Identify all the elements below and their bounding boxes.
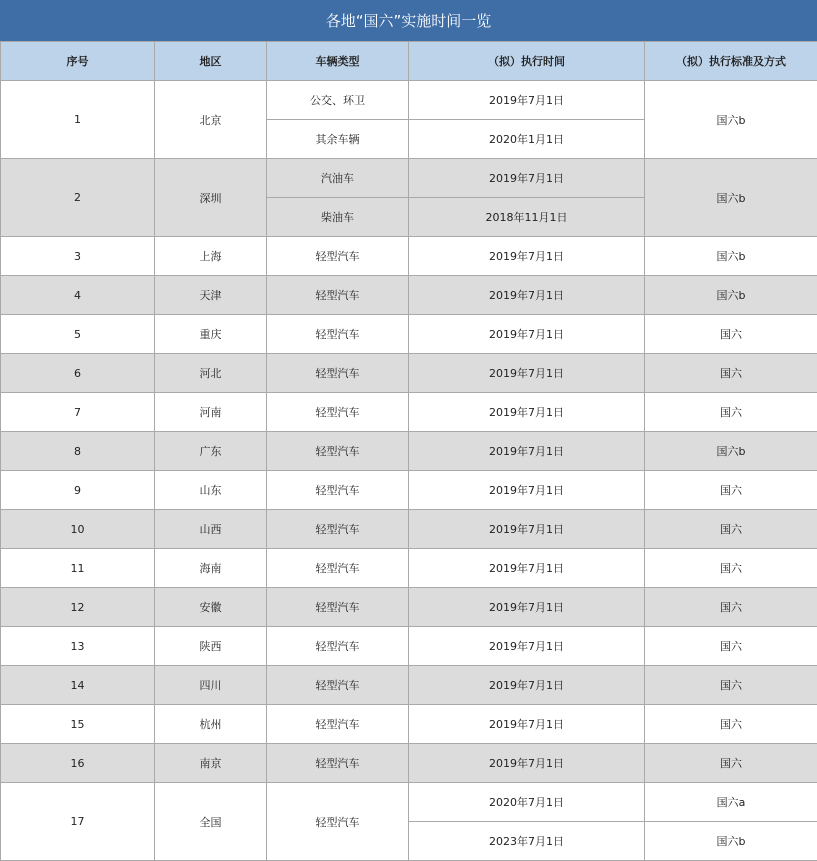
cell-region: 广东	[155, 432, 267, 471]
cell-vehicle-type: 轻型汽车	[267, 432, 409, 471]
cell-vehicle-type: 轻型汽车	[267, 705, 409, 744]
cell-date: 2019年7月1日	[409, 549, 645, 588]
cell-vehicle-type: 轻型汽车	[267, 510, 409, 549]
cell-standard: 国六	[645, 549, 817, 588]
cell-date: 2019年7月1日	[409, 471, 645, 510]
table-title: 各地“国六”实施时间一览	[0, 0, 817, 41]
cell-no: 4	[1, 276, 155, 315]
table-row	[1, 783, 817, 822]
cell-standard: 国六	[645, 627, 817, 666]
header-row	[1, 42, 817, 81]
cell-region: 北京	[155, 81, 267, 159]
cell-date: 2019年7月1日	[409, 393, 645, 432]
cell-vehicle-type: 轻型汽车	[267, 627, 409, 666]
cell-vehicle-type: 轻型汽车	[267, 315, 409, 354]
cell-region: 深圳	[155, 159, 267, 237]
cell-standard: 国六a	[645, 783, 817, 822]
cell-no: 13	[1, 627, 155, 666]
cell-region: 山东	[155, 471, 267, 510]
cell-date: 2020年1月1日	[409, 120, 645, 159]
table-row	[1, 159, 817, 198]
cell-region: 河北	[155, 354, 267, 393]
cell-date: 2019年7月1日	[409, 588, 645, 627]
cell-region: 天津	[155, 276, 267, 315]
cell-date: 2019年7月1日	[409, 666, 645, 705]
cell-standard: 国六b	[645, 276, 817, 315]
cell-region: 上海	[155, 237, 267, 276]
cell-standard: 国六	[645, 315, 817, 354]
cell-date: 2019年7月1日	[409, 159, 645, 198]
cell-standard: 国六b	[645, 822, 817, 861]
cell-no: 17	[1, 783, 155, 861]
cell-standard: 国六b	[645, 81, 817, 159]
cell-vehicle-type: 轻型汽车	[267, 549, 409, 588]
cell-date: 2019年7月1日	[409, 510, 645, 549]
cell-vehicle-type: 轻型汽车	[267, 276, 409, 315]
table-row	[1, 315, 817, 354]
cell-date: 2019年7月1日	[409, 354, 645, 393]
cell-region: 山西	[155, 510, 267, 549]
cell-standard: 国六b	[645, 237, 817, 276]
cell-no: 6	[1, 354, 155, 393]
cell-date: 2018年11月1日	[409, 198, 645, 237]
cell-vehicle-type: 轻型汽车	[267, 783, 409, 861]
cell-no: 2	[1, 159, 155, 237]
cell-no: 16	[1, 744, 155, 783]
header-no: 序号	[1, 42, 155, 81]
cell-region: 杭州	[155, 705, 267, 744]
cell-no: 3	[1, 237, 155, 276]
cell-standard: 国六	[645, 393, 817, 432]
cell-date: 2019年7月1日	[409, 276, 645, 315]
cell-date: 2020年7月1日	[409, 783, 645, 822]
cell-no: 10	[1, 510, 155, 549]
cell-vehicle-type: 汽油车	[267, 159, 409, 198]
table-row	[1, 432, 817, 471]
cell-standard: 国六	[645, 588, 817, 627]
cell-vehicle-type: 轻型汽车	[267, 744, 409, 783]
cell-standard: 国六	[645, 705, 817, 744]
cell-date: 2019年7月1日	[409, 627, 645, 666]
cell-vehicle-type: 轻型汽车	[267, 237, 409, 276]
cell-standard: 国六	[645, 744, 817, 783]
cell-standard: 国六b	[645, 432, 817, 471]
cell-vehicle-type: 轻型汽车	[267, 588, 409, 627]
cell-no: 1	[1, 81, 155, 159]
cell-region: 重庆	[155, 315, 267, 354]
table-row	[1, 549, 817, 588]
cell-vehicle-type: 公交、环卫	[267, 81, 409, 120]
implementation-table	[0, 41, 817, 861]
cell-region: 四川	[155, 666, 267, 705]
table-row	[1, 666, 817, 705]
header-vehicle-type: 车辆类型	[267, 42, 409, 81]
cell-no: 5	[1, 315, 155, 354]
cell-region: 全国	[155, 783, 267, 861]
cell-region: 安徽	[155, 588, 267, 627]
cell-standard: 国六	[645, 471, 817, 510]
table-row	[1, 588, 817, 627]
cell-date: 2019年7月1日	[409, 315, 645, 354]
cell-no: 15	[1, 705, 155, 744]
header-region: 地区	[155, 42, 267, 81]
cell-region: 河南	[155, 393, 267, 432]
table-row	[1, 627, 817, 666]
cell-date: 2019年7月1日	[409, 744, 645, 783]
cell-no: 8	[1, 432, 155, 471]
cell-no: 9	[1, 471, 155, 510]
cell-no: 12	[1, 588, 155, 627]
cell-standard: 国六	[645, 354, 817, 393]
cell-vehicle-type: 轻型汽车	[267, 471, 409, 510]
cell-date: 2019年7月1日	[409, 705, 645, 744]
cell-no: 14	[1, 666, 155, 705]
table-row	[1, 705, 817, 744]
table-row	[1, 393, 817, 432]
table-row	[1, 510, 817, 549]
table-row	[1, 471, 817, 510]
cell-standard: 国六	[645, 510, 817, 549]
cell-date: 2019年7月1日	[409, 432, 645, 471]
cell-vehicle-type: 轻型汽车	[267, 666, 409, 705]
cell-region: 南京	[155, 744, 267, 783]
cell-standard: 国六	[645, 666, 817, 705]
cell-vehicle-type: 轻型汽车	[267, 393, 409, 432]
cell-standard: 国六b	[645, 159, 817, 237]
table-row	[1, 744, 817, 783]
cell-vehicle-type: 轻型汽车	[267, 354, 409, 393]
cell-date: 2019年7月1日	[409, 81, 645, 120]
cell-region: 海南	[155, 549, 267, 588]
table-row	[1, 354, 817, 393]
table-row	[1, 276, 817, 315]
table-row	[1, 81, 817, 120]
header-date: （拟）执行时间	[409, 42, 645, 81]
header-standard: （拟）执行标准及方式	[645, 42, 817, 81]
table-row	[1, 237, 817, 276]
cell-date: 2023年7月1日	[409, 822, 645, 861]
cell-no: 7	[1, 393, 155, 432]
cell-vehicle-type: 柴油车	[267, 198, 409, 237]
cell-region: 陕西	[155, 627, 267, 666]
cell-vehicle-type: 其余车辆	[267, 120, 409, 159]
cell-no: 11	[1, 549, 155, 588]
cell-date: 2019年7月1日	[409, 237, 645, 276]
